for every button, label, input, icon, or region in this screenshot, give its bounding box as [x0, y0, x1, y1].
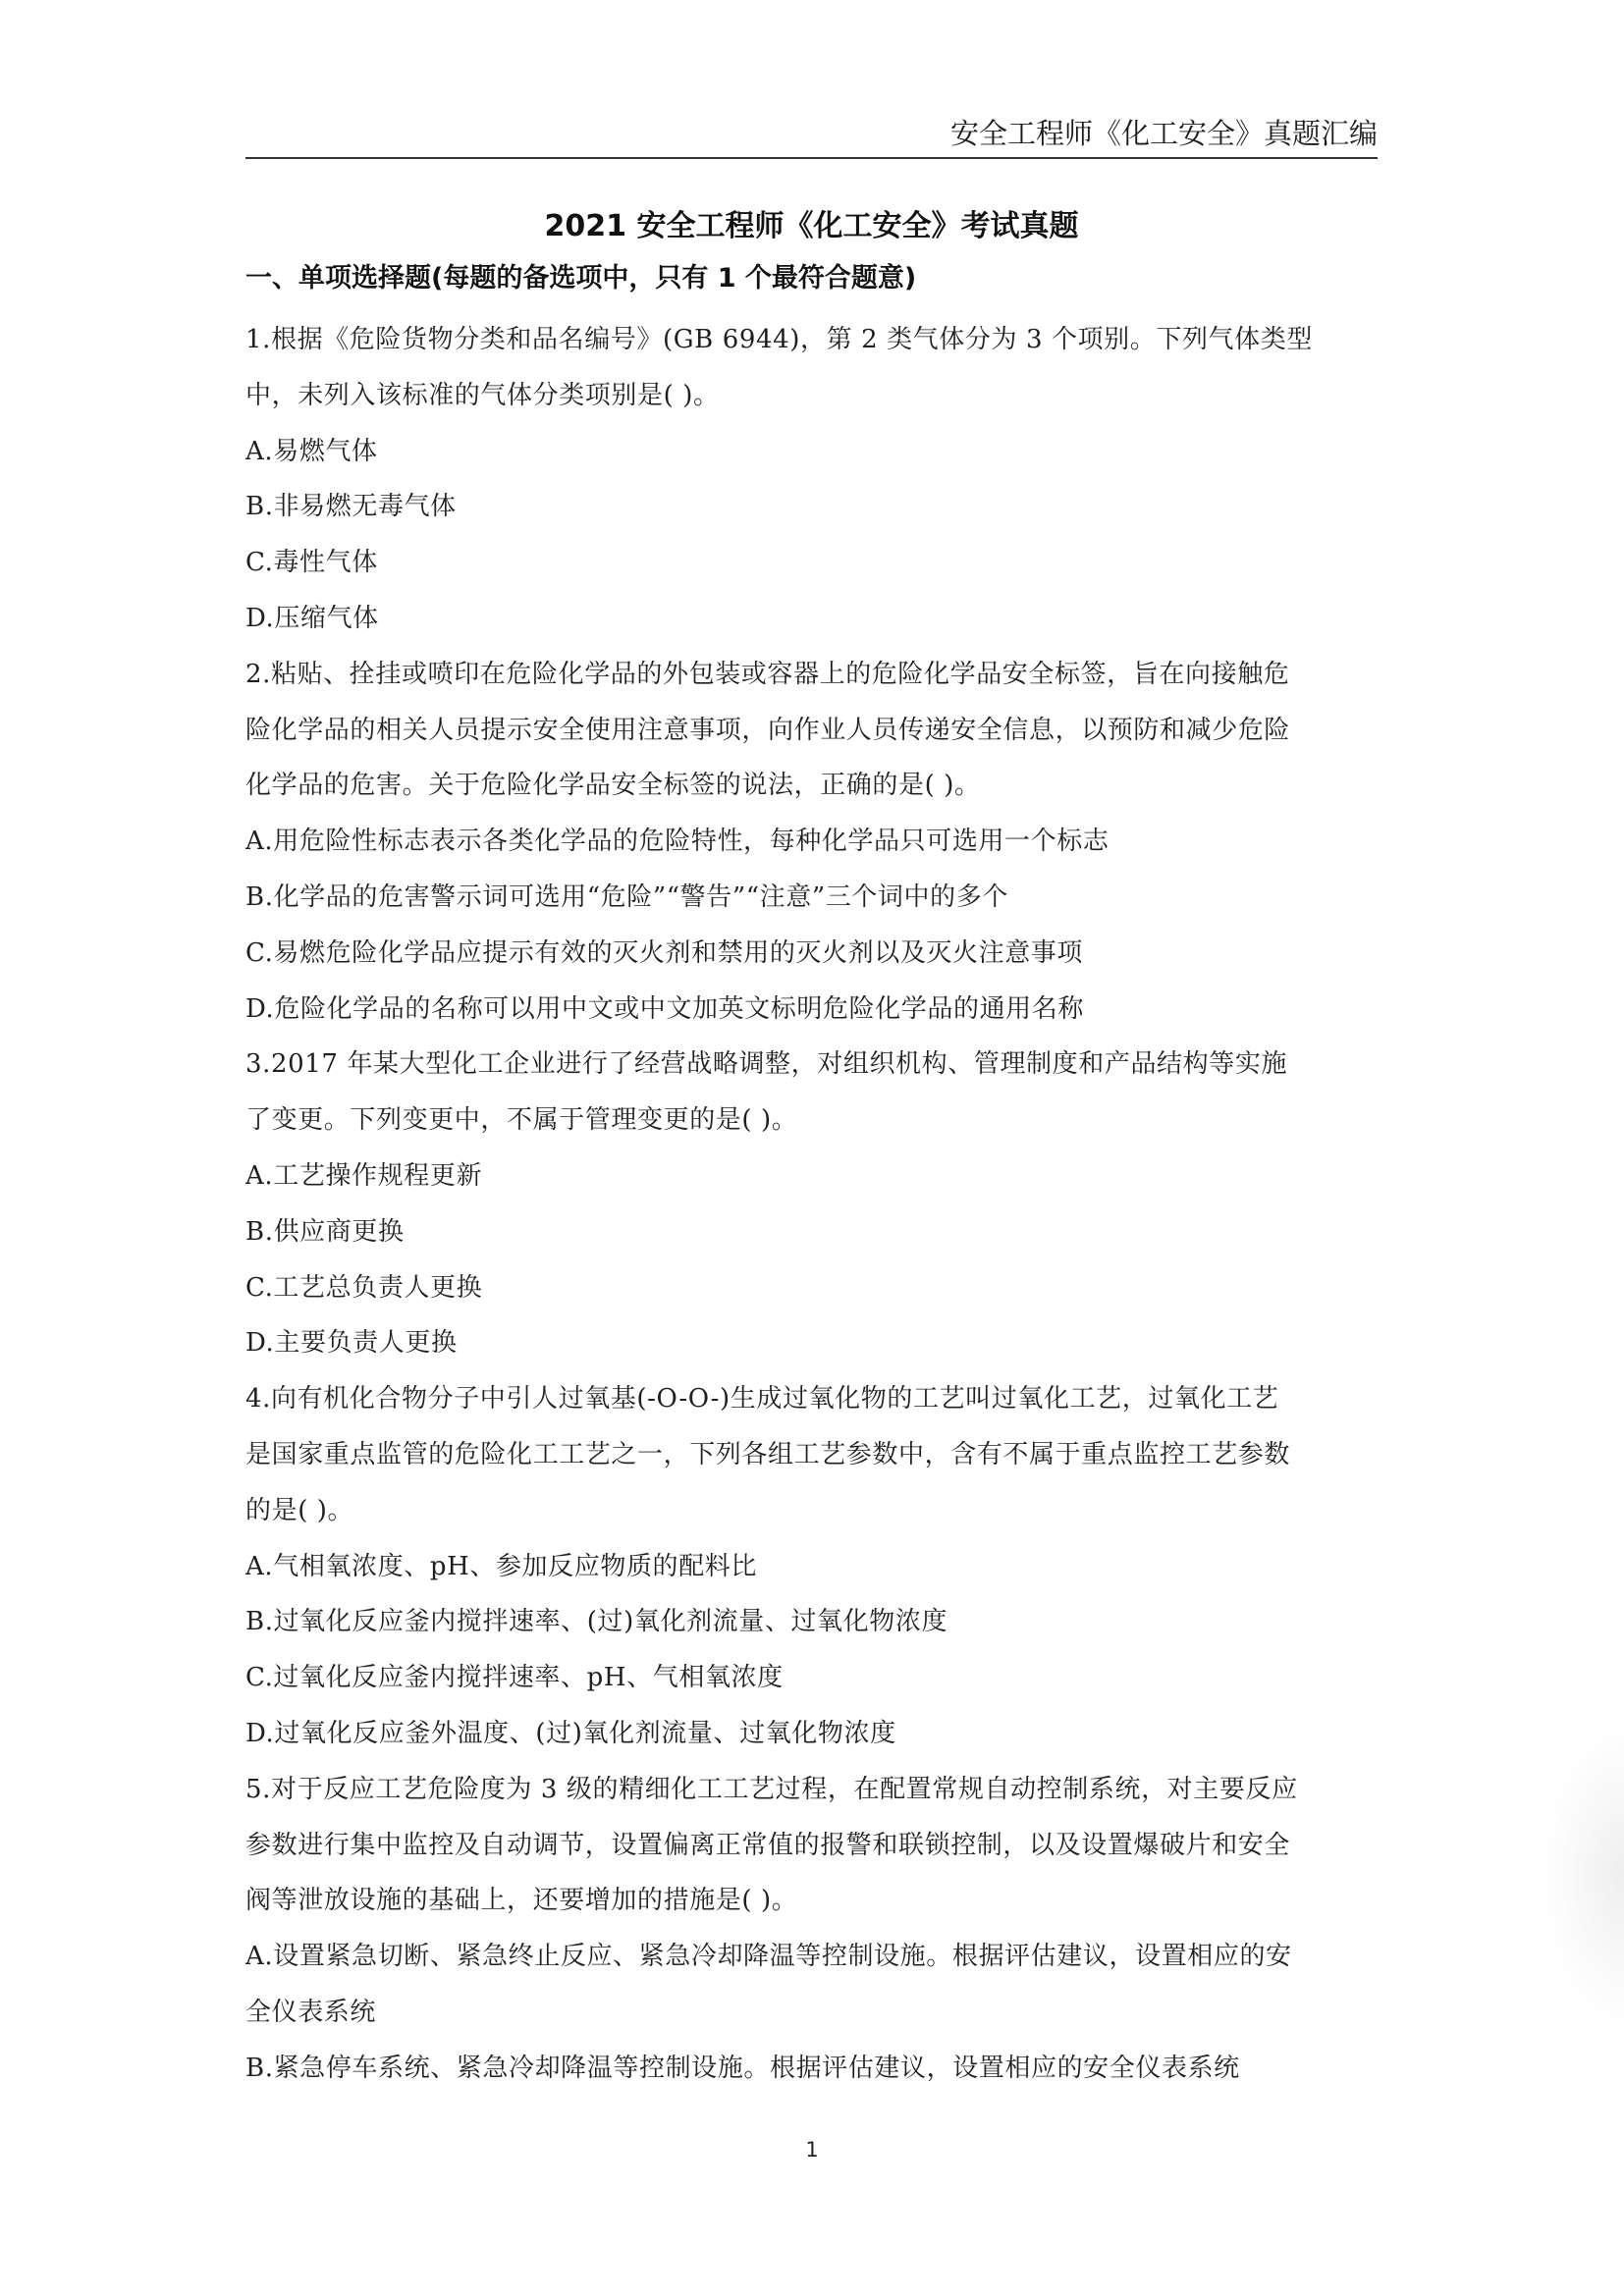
- question-stem-line: 化学品的危害。关于危险化学品安全标签的说法，正确的是( )。: [245, 771, 981, 801]
- answer-option: C.工艺总负责人更换: [245, 1272, 483, 1303]
- question-block: [245, 1037, 1378, 1371]
- answer-option: A.设置紧急切断、紧急终止反应、紧急冷却降温等控制设施。根据评估建议，设置相应的安: [245, 1942, 1292, 1972]
- question-block: [245, 1762, 1378, 2097]
- answer-option: A.工艺操作规程更新: [245, 1160, 483, 1191]
- question-stem-line: 险化学品的相关人员提示安全使用注意事项，向作业人员传递安全信息，以预防和减少危险: [245, 715, 1291, 745]
- answer-option: D.危险化学品的名称可以用中文或中文加英文标明危险化学品的通用名称: [245, 993, 1084, 1024]
- question-stem-line: 参数进行集中监控及自动调节，设置偏离正常值的报警和联锁控制，以及设置爆破片和安全: [245, 1830, 1291, 1860]
- question-stem-line: 的是( )。: [245, 1495, 354, 1525]
- answer-option: B.化学品的危害警示词可选用“危险”“警告”“注意”三个词中的多个: [245, 881, 1008, 912]
- answer-option: B.紧急停车系统、紧急冷却降温等控制设施。根据评估建议，设置相应的安全仪表系统: [245, 2053, 1240, 2083]
- question-stem-line: 2.粘贴、拴挂或喷印在危险化学品的外包装或容器上的危险化学品安全标签，旨在向接触危: [245, 659, 1290, 689]
- answer-option: B.供应商更换: [245, 1216, 405, 1247]
- answer-option: D.过氧化反应釜外温度、(过)氧化剂流量、过氧化物浓度: [245, 1718, 896, 1748]
- question-stem-line: 4.向有机化合物分子中引人过氧基(-O-O-)生成过氧化物的工艺叫过氧化工艺，过氧化工艺: [245, 1384, 1279, 1415]
- answer-option: A.易燃气体: [245, 436, 378, 466]
- answer-option: C.毒性气体: [245, 548, 378, 578]
- section-heading: 一、单项选择题(每题的备选项中，只有 1 个最符合题意): [245, 263, 917, 294]
- answer-option: A.气相氧浓度、pH、参加反应物质的配料比: [245, 1551, 757, 1581]
- question-block: [245, 1371, 1378, 1762]
- running-header: 安全工程师《化工安全》真题汇编: [949, 117, 1378, 150]
- question-stem-line: 是国家重点监管的危险化工工艺之一，下列各组工艺参数中，含有不属于重点监控工艺参数: [245, 1439, 1291, 1469]
- question-block: [245, 647, 1378, 1038]
- answer-option: A.用危险性标志表示各类化学品的危险特性，每种化学品只可选用一个标志: [245, 827, 1110, 857]
- document-title: 2021 安全工程师《化工安全》考试真题: [544, 209, 1079, 243]
- answer-option: B.非易燃无毒气体: [245, 492, 457, 522]
- scan-edge-shadow: [1545, 1728, 1624, 2022]
- question-list: [245, 312, 1378, 2097]
- question-stem-line: 了变更。下列变更中，不属于管理变更的是( )。: [245, 1105, 798, 1136]
- page-number: 1: [805, 2138, 819, 2162]
- question-stem-line: 3.2017 年某大型化工企业进行了经营战略调整，对组织机构、管理制度和产品结构等实施: [245, 1049, 1288, 1080]
- answer-option: C.易燃危险化学品应提示有效的灭火剂和禁用的灭火剂以及灭火注意事项: [245, 937, 1084, 968]
- question-stem-line: 中，未列入该标准的气体分类项别是( )。: [245, 380, 720, 410]
- answer-option: C.过氧化反应釜内搅拌速率、pH、气相氧浓度: [245, 1663, 784, 1693]
- answer-option: B.过氧化反应釜内搅拌速率、(过)氧化剂流量、过氧化物浓度: [245, 1607, 948, 1637]
- question-stem-line: 5.对于反应工艺危险度为 3 级的精细化工工艺过程，在配置常规自动控制系统，对主要反应: [245, 1774, 1298, 1804]
- header-divider: [245, 157, 1378, 159]
- answer-option: 全仪表系统: [245, 1997, 377, 2027]
- question-stem-line: 阀等泄放设施的基础上，还要增加的措施是( )。: [245, 1886, 798, 1916]
- answer-option: D.主要负责人更换: [245, 1328, 458, 1359]
- question-stem-line: 1.根据《危险货物分类和品名编号》(GB 6944)，第 2 类气体分为 3 个项别。下列气体类型: [245, 325, 1313, 354]
- question-block: [245, 312, 1378, 647]
- answer-option: D.压缩气体: [245, 603, 379, 633]
